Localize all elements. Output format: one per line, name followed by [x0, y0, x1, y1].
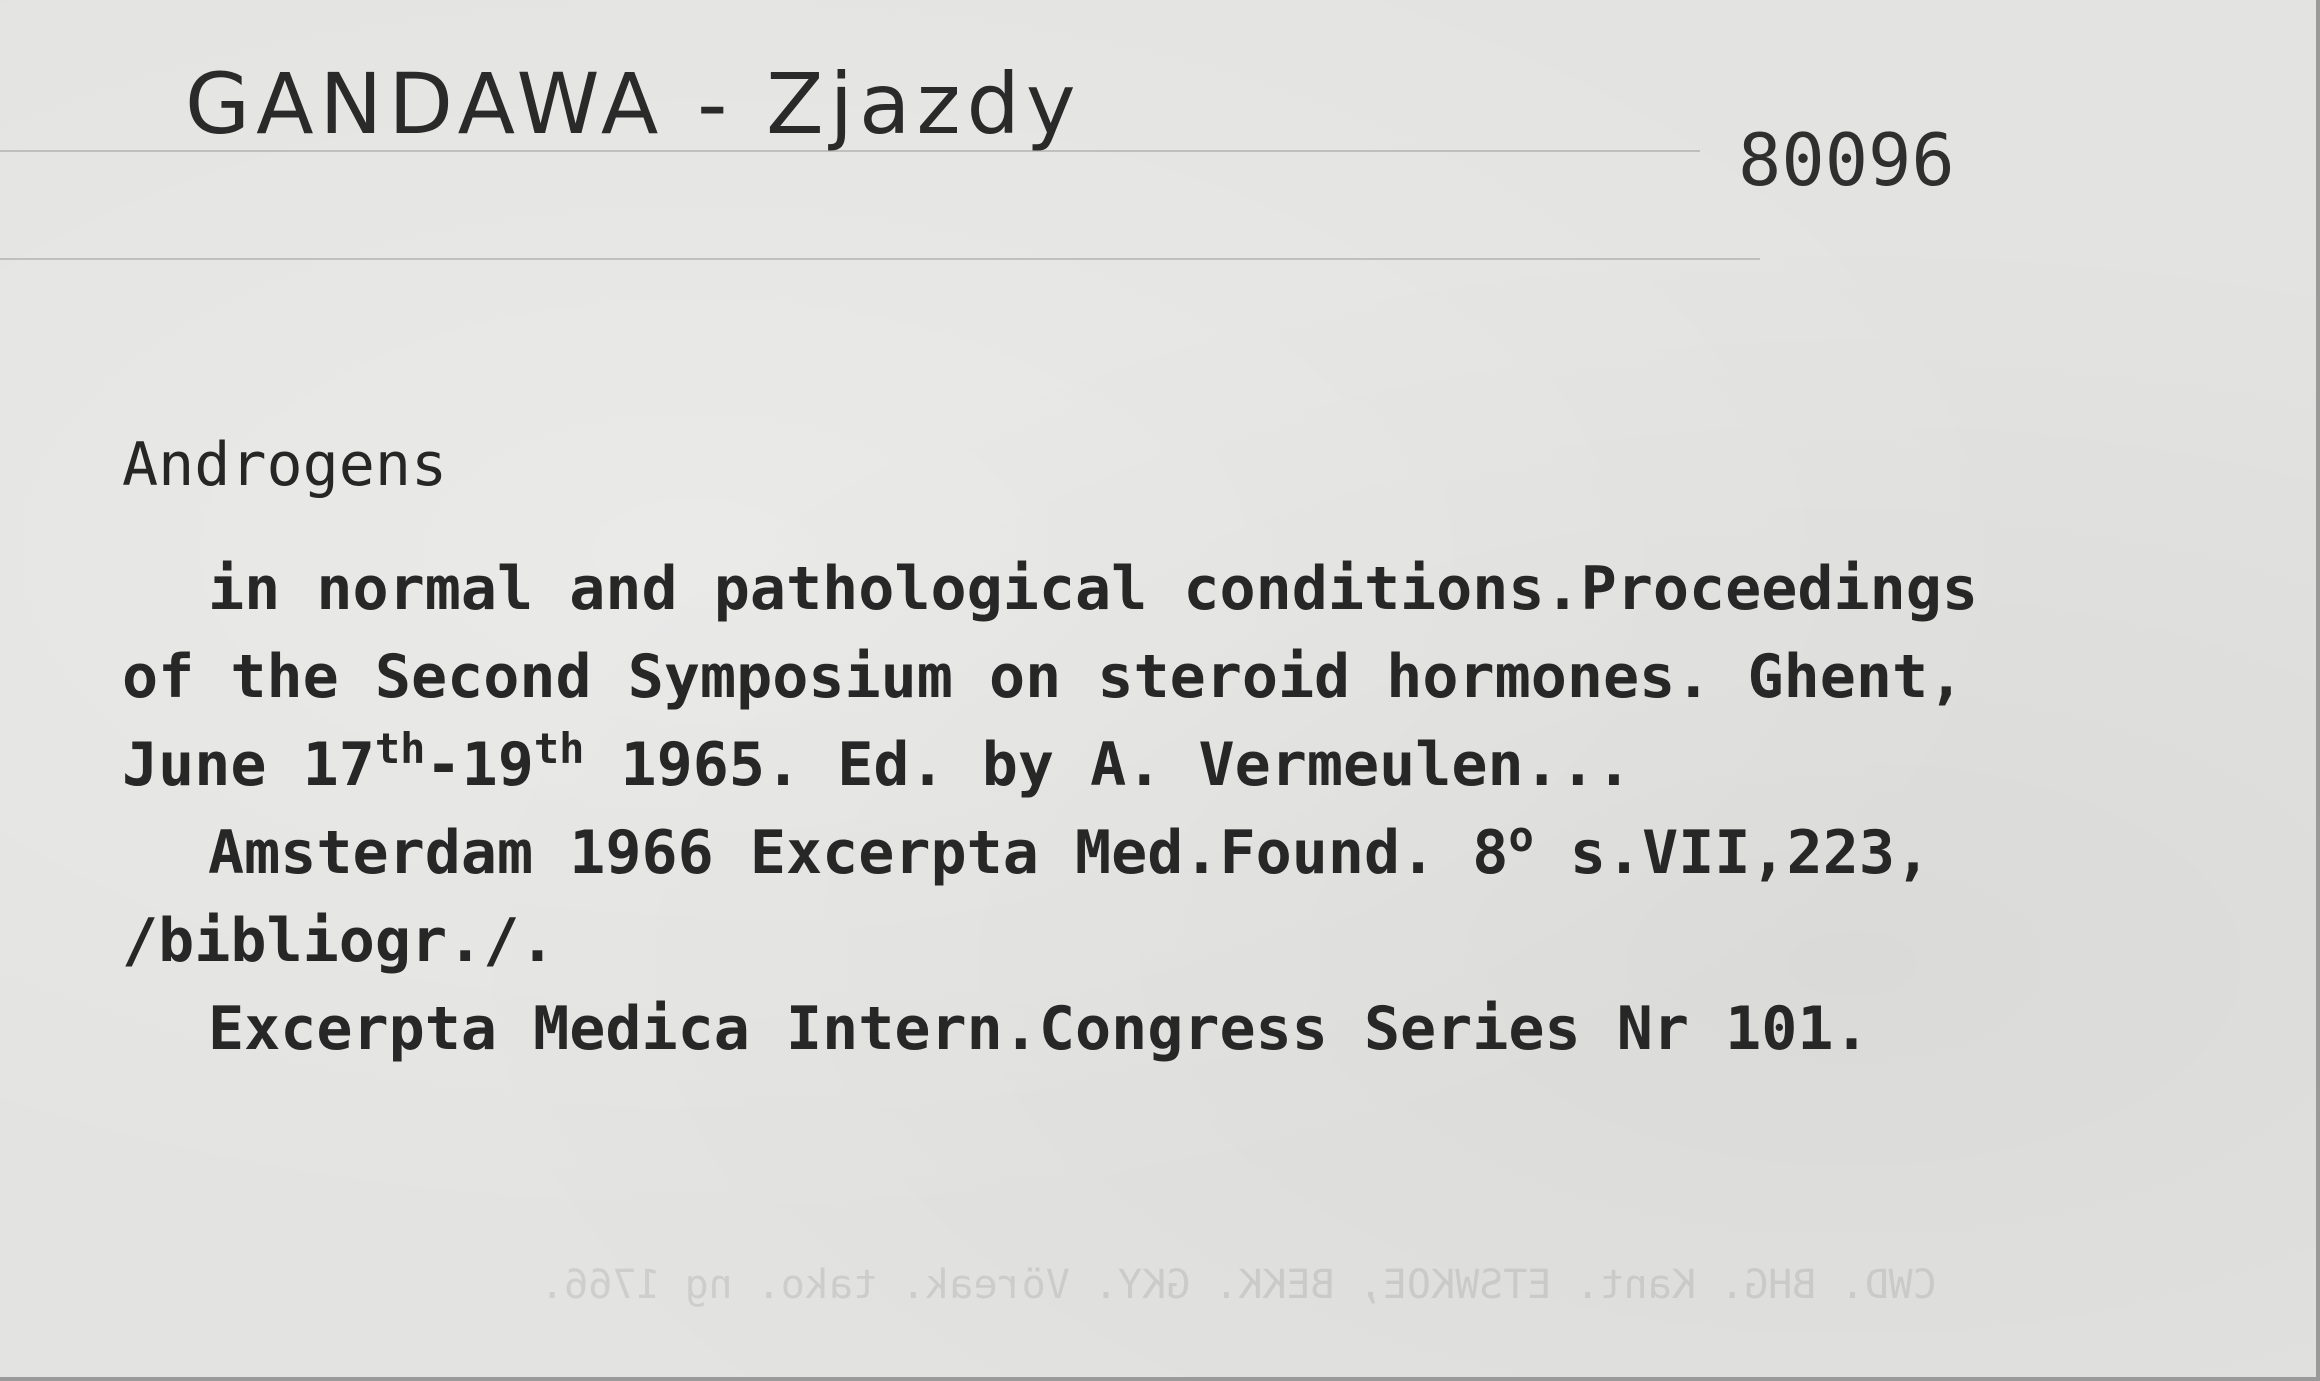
call-number: 80096	[1738, 118, 1955, 202]
format-degree-sign: o	[1508, 812, 1534, 861]
entry-title: Androgens	[122, 430, 448, 500]
series-line: Excerpta Medica Intern.Congress Series Nr 101.	[208, 994, 1870, 1064]
header-rule-bottom	[0, 258, 1760, 260]
bleed-through-text: CWD. BHG. Kant. ETSWKOE, BEKK. GKY. Vöreak. tako. ng 1766.	[540, 1262, 1937, 1308]
pagination-text: s.VII,223,	[1533, 818, 1932, 888]
card-heading-handwritten: GANDAWA - Zjazdy	[185, 55, 1082, 153]
date-text-start: June 17	[122, 730, 375, 800]
superscript-th-2: th	[533, 724, 585, 773]
description-line-3	[122, 721, 2272, 809]
description-line-2: of the Second Symposium on steroid hormones. Ghent,	[122, 642, 1965, 712]
description-line-1: in normal and pathological conditions.Proceedings	[208, 554, 1979, 624]
catalog-description	[122, 545, 2272, 1073]
superscript-th-1: th	[374, 724, 426, 773]
description-line-5: /bibliogr./.	[122, 906, 556, 976]
date-text-mid: -19	[425, 730, 534, 800]
description-line-4	[122, 809, 2272, 897]
imprint-text: Amsterdam 1966 Excerpta Med.Found. 8	[208, 818, 1509, 888]
date-text-end: 1965. Ed. by A. Vermeulen...	[584, 730, 1632, 800]
